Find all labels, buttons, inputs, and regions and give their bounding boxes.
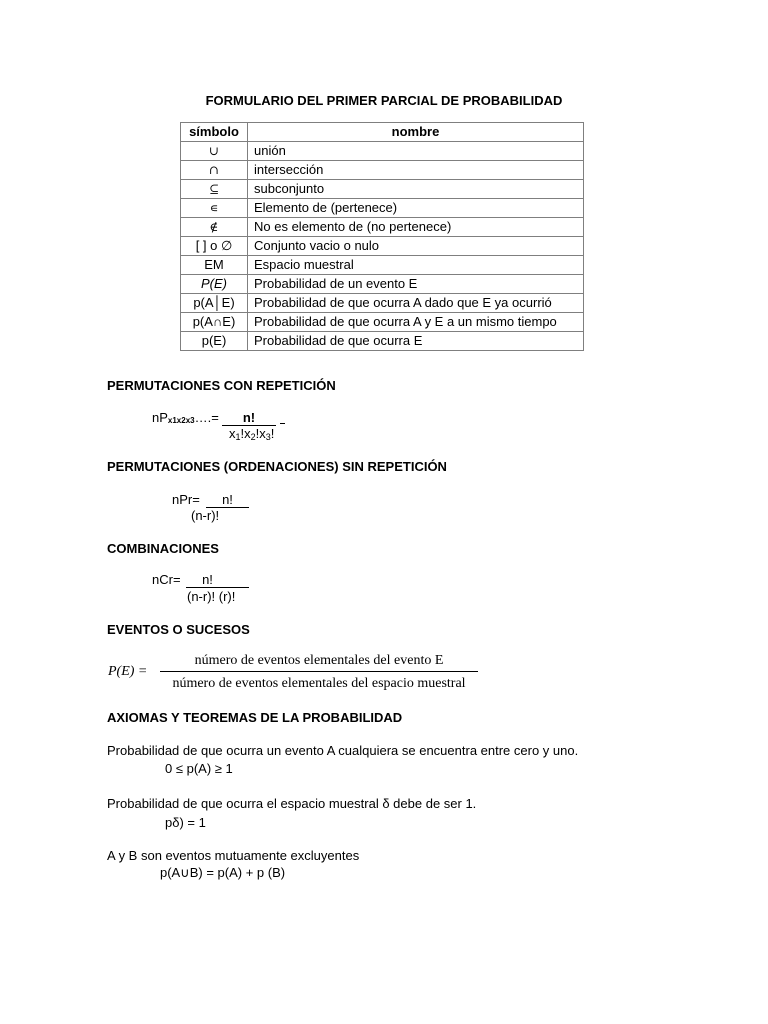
table-row (181, 256, 584, 275)
name-cell: Probabilidad de que ocurra A y E a un mismo tiempo (248, 313, 584, 332)
symbol-cell: P(E) (181, 275, 248, 294)
formula-lhs: nCr= (152, 572, 181, 587)
den-end: ! (270, 426, 275, 441)
formula-denominator: (n-r)! (191, 508, 220, 523)
symbol-cell: ⊆ (181, 180, 248, 199)
name-cell: Espacio muestral (248, 256, 584, 275)
axiom-text: Probabilidad de que ocurra el espacio muestral δ debe de ser 1. (107, 796, 477, 811)
formula-lhs: P(E) = (108, 664, 148, 679)
den-sub: 1 (235, 432, 241, 442)
name-cell: subconjunto (248, 180, 584, 199)
table-row (181, 332, 584, 351)
formula-denominator (229, 426, 274, 442)
table-row (181, 294, 584, 313)
symbol-cell: p(A│E) (181, 294, 248, 313)
table-row (181, 275, 584, 294)
table-row (181, 199, 584, 218)
formula-lhs-subscript: x1x2x3 (167, 416, 195, 425)
name-cell: unión (248, 142, 584, 161)
section-heading-permutaciones-sin-repeticion: PERMUTACIONES (ORDENACIONES) SIN REPETICIÓN (107, 459, 447, 474)
table-row (181, 180, 584, 199)
symbol-cell: ∊ (181, 199, 248, 218)
name-cell: No es elemento de (no pertenece) (248, 218, 584, 237)
formula-permutaciones-con-repeticion (152, 410, 219, 425)
name-cell: Probabilidad de que ocurra A dado que E ya ocurrió (248, 294, 584, 313)
den-sub: 2 (250, 432, 256, 442)
formula-rule (280, 423, 285, 424)
symbol-cell: p(E) (181, 332, 248, 351)
name-cell: Probabilidad de que ocurra E (248, 332, 584, 351)
symbol-cell: ∉ (181, 218, 248, 237)
den-x: !x (240, 426, 251, 441)
axiom-text: Probabilidad de que ocurra un evento A cualquiera se encuentra entre cero y uno. (107, 743, 579, 758)
formula-denominator: número de eventos elementales del espacio muestral (172, 676, 466, 691)
table-row (181, 313, 584, 332)
axiom-formula: pδ) = 1 (165, 815, 206, 830)
den-x: !x (255, 426, 266, 441)
formula-lhs-tail: ….= (194, 410, 219, 425)
name-cell: intersección (248, 161, 584, 180)
symbol-cell: [ ] o ∅ (181, 237, 248, 256)
axiom-text: A y B son eventos mutuamente excluyentes (107, 848, 360, 863)
column-header-symbol: símbolo (181, 123, 248, 142)
name-cell: Conjunto vacio o nulo (248, 237, 584, 256)
den-x: x (229, 426, 236, 441)
name-cell: Elemento de (pertenece) (248, 199, 584, 218)
formula-numerator: número de eventos elementales del evento E (160, 653, 478, 672)
axiom-formula: p(A∪B) = p(A) + p (B) (160, 865, 286, 880)
section-heading-permutaciones-con-repeticion: PERMUTACIONES CON REPETICIÓN (107, 378, 336, 393)
formula-numerator: n! (222, 410, 276, 426)
table-row (181, 142, 584, 161)
axiom-formula: 0 ≤ p(A) ≥ 1 (165, 761, 233, 776)
section-heading-axiomas: AXIOMAS Y TEOREMAS DE LA PROBABILIDAD (107, 710, 403, 725)
section-heading-combinaciones: COMBINACIONES (107, 541, 219, 556)
formula-denominator: (n-r)! (r)! (187, 589, 236, 604)
table-row (181, 237, 584, 256)
table-header-row (181, 123, 584, 142)
symbol-cell: ∪ (181, 142, 248, 161)
formula-numerator: n! (186, 572, 249, 588)
table-row (181, 218, 584, 237)
symbol-cell: ∩ (181, 161, 248, 180)
column-header-name: nombre (248, 123, 584, 142)
page-title: FORMULARIO DEL PRIMER PARCIAL DE PROBABILIDAD (205, 93, 563, 108)
name-cell: Probabilidad de un evento E (248, 275, 584, 294)
table-row (181, 161, 584, 180)
formula-numerator: n! (206, 492, 249, 508)
formula-lhs: nPr= (172, 492, 200, 507)
formula-lhs: nP (152, 410, 168, 425)
den-sub: 3 (265, 432, 271, 442)
symbols-table (180, 122, 584, 351)
symbol-cell: p(A∩E) (181, 313, 248, 332)
section-heading-eventos: EVENTOS O SUCESOS (107, 622, 250, 637)
symbol-cell: EM (181, 256, 248, 275)
